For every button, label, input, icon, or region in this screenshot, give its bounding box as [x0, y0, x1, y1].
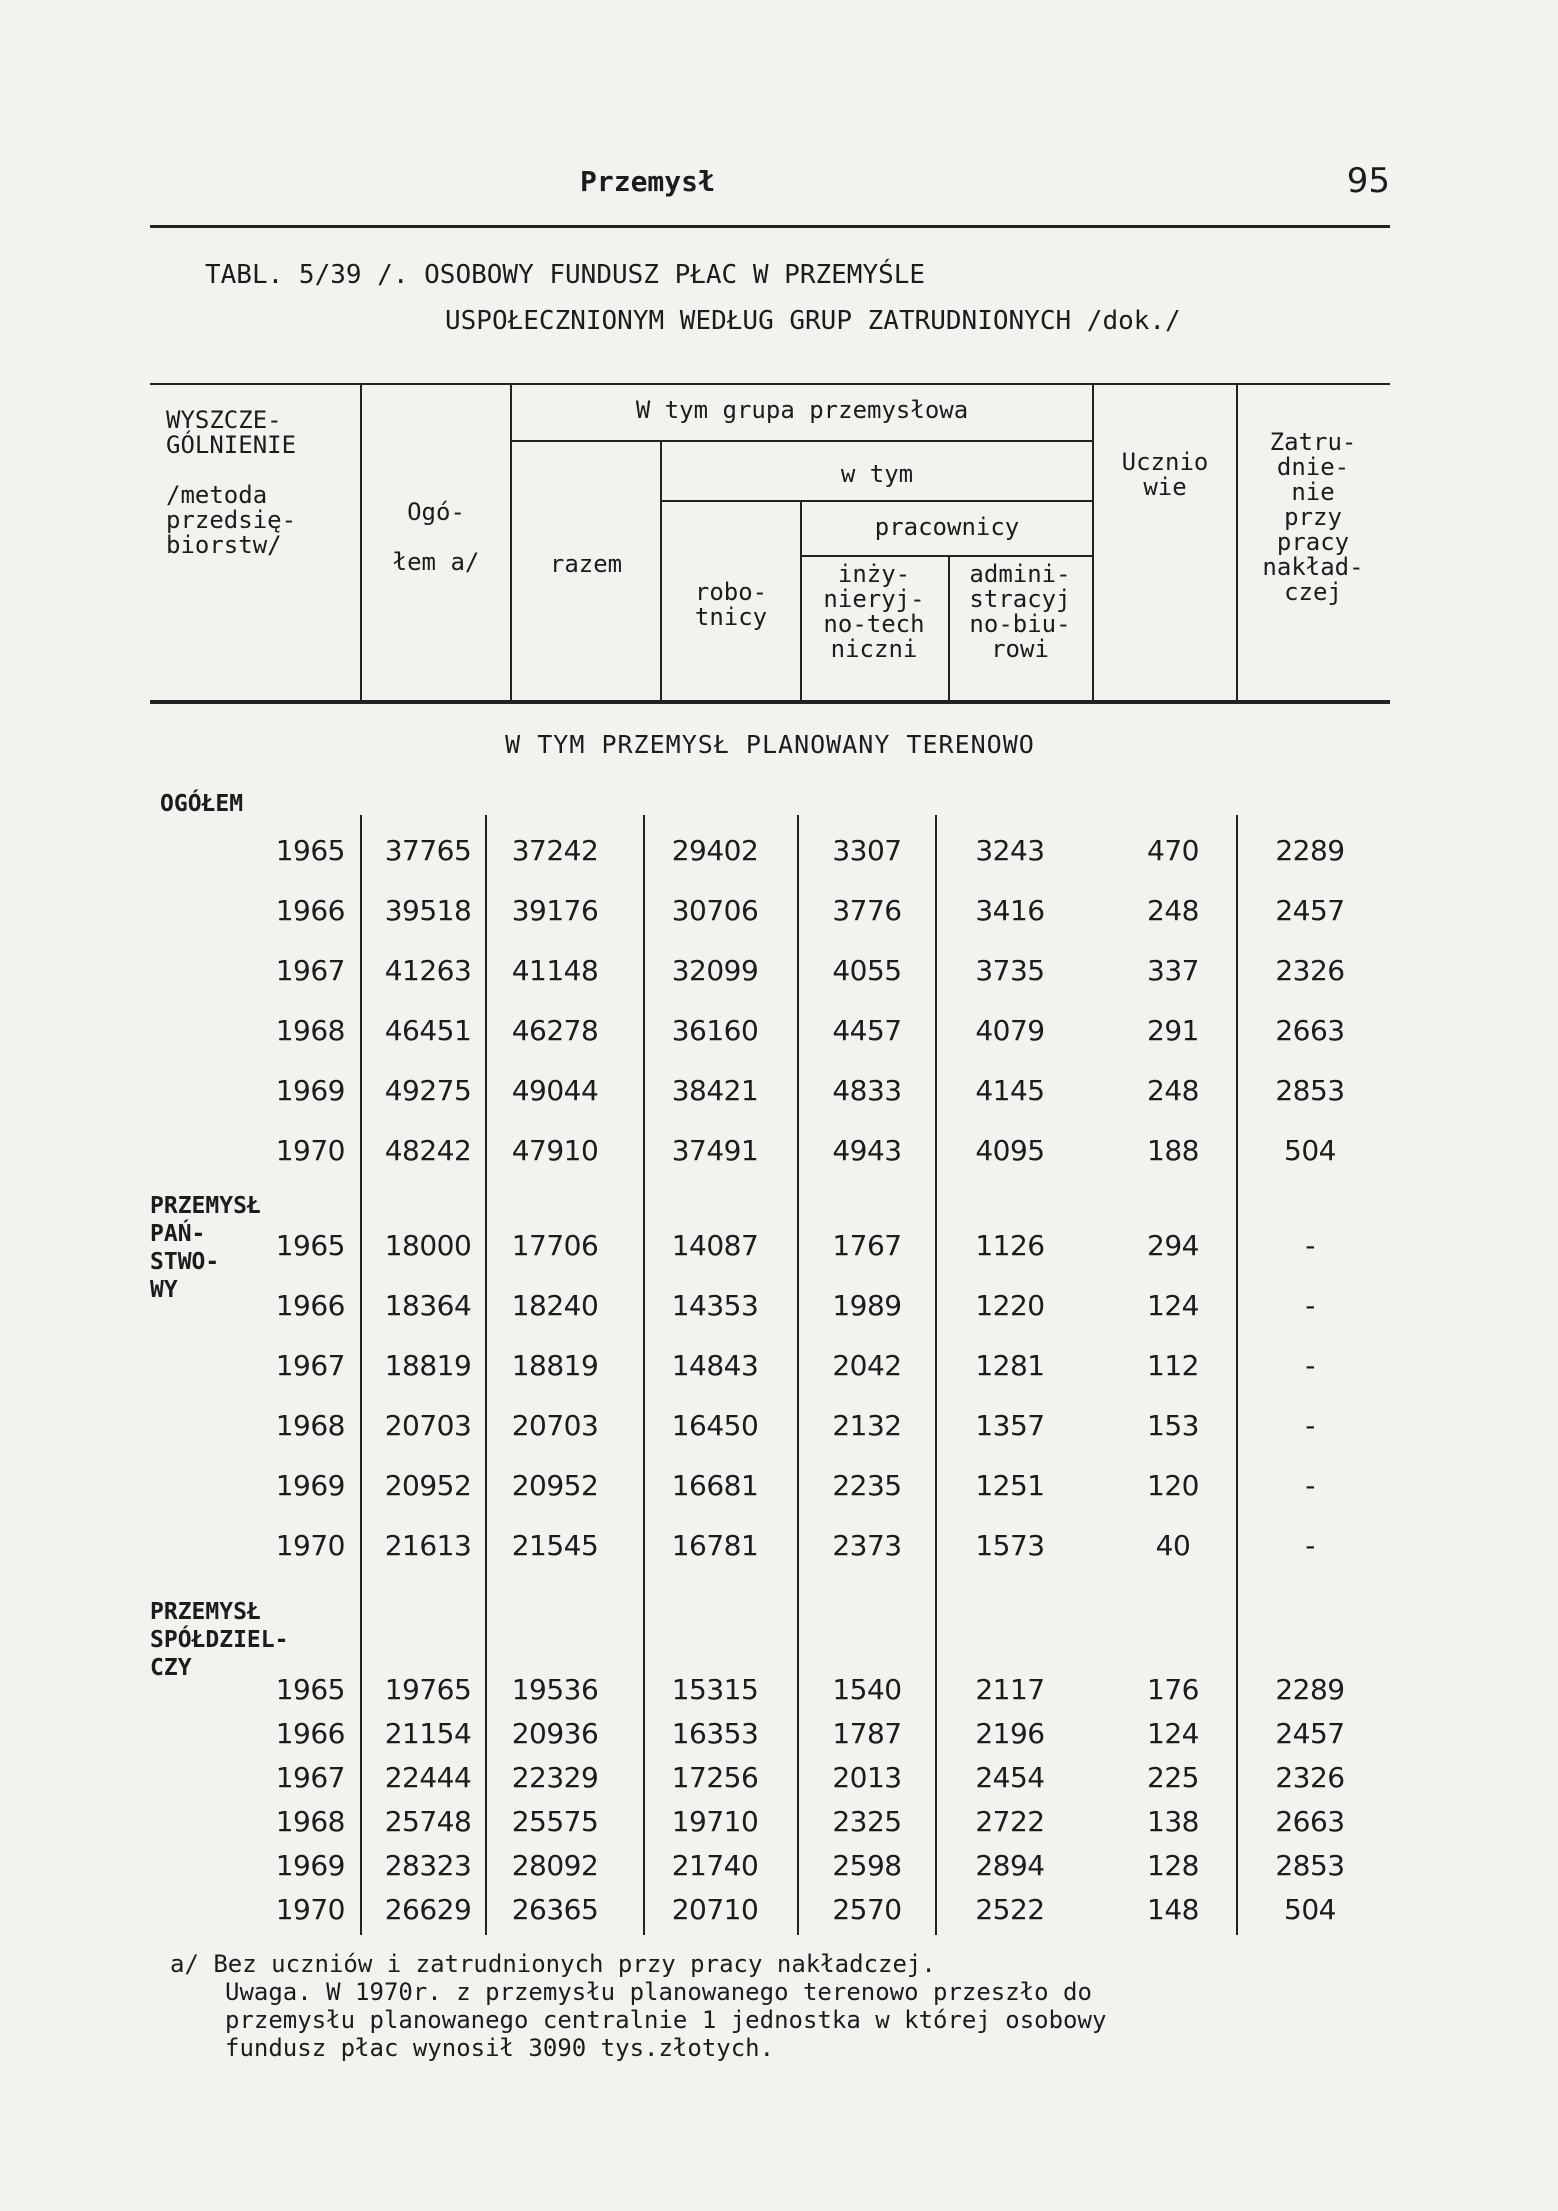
cell-uczniowie: 128 — [1147, 1849, 1199, 1882]
cell-zatrudnienie: - — [1305, 1529, 1315, 1562]
table-row — [0, 1529, 1558, 1569]
cell-inzynieryjno: 4457 — [832, 1014, 902, 1047]
cell-ogolem: 20703 — [384, 1409, 472, 1442]
cell-uczniowie: 112 — [1147, 1349, 1199, 1382]
group-label: PRZEMYSŁ PAŃ- STWO- WY — [150, 1193, 261, 1303]
cell-inzynieryjno: 4055 — [832, 954, 902, 987]
cell-razem: 18240 — [511, 1289, 599, 1322]
cell-robotnicy: 14353 — [671, 1289, 759, 1322]
cell-razem: 18819 — [511, 1349, 599, 1382]
cell-razem: 25575 — [511, 1805, 599, 1838]
cell-razem: 22329 — [511, 1761, 599, 1794]
cell-zatrudnienie: - — [1305, 1289, 1315, 1322]
cell-administracyjno: 2522 — [975, 1893, 1045, 1926]
header-inzynieryjno: inży- nieryj- no-tech niczni — [823, 560, 925, 663]
cell-year: 1968 — [275, 1409, 345, 1442]
footnote-uwaga: Uwaga. W 1970r. z przemysłu planowanego terenowo przeszło do przemysłu planowanego centralnie 1 jednostka w której osobowy fundusz płac wynosił 3090 tys.złotych. — [225, 1978, 1107, 2062]
cell-zatrudnienie: - — [1305, 1409, 1315, 1442]
cell-year: 1969 — [275, 1849, 345, 1882]
cell-inzynieryjno: 1787 — [832, 1717, 902, 1750]
cell-administracyjno: 1220 — [975, 1289, 1045, 1322]
cell-zatrudnienie: - — [1305, 1349, 1315, 1382]
cell-year: 1965 — [275, 1229, 345, 1262]
cell-inzynieryjno: 2325 — [832, 1805, 902, 1838]
cell-ogolem: 46451 — [384, 1014, 472, 1047]
header-divider — [510, 383, 512, 703]
cell-inzynieryjno: 2235 — [832, 1469, 902, 1502]
header-robotnicy: robo- tnicy — [694, 578, 768, 631]
cell-uczniowie: 294 — [1147, 1229, 1199, 1262]
cell-ogolem: 28323 — [384, 1849, 472, 1882]
cell-robotnicy: 14087 — [671, 1229, 759, 1262]
cell-robotnicy: 38421 — [671, 1074, 759, 1107]
running-title: Przemysł — [580, 165, 715, 198]
cell-robotnicy: 37491 — [671, 1134, 759, 1167]
cell-year: 1970 — [275, 1529, 345, 1562]
cell-zatrudnienie: 2326 — [1275, 1761, 1345, 1794]
header-subline — [800, 555, 1092, 557]
header-w-tym-grupa: W tym grupa przemysłowa — [635, 396, 969, 424]
header-zatrudnienie: Zatru- dnie- nie przy pracy nakład- czej — [1262, 428, 1364, 606]
cell-uczniowie: 138 — [1147, 1805, 1199, 1838]
cell-year: 1970 — [275, 1134, 345, 1167]
table-row — [0, 1469, 1558, 1509]
cell-uczniowie: 248 — [1147, 1074, 1199, 1107]
cell-year: 1965 — [275, 834, 345, 867]
running-head — [150, 161, 1390, 205]
header-rule-top — [150, 383, 1390, 385]
cell-inzynieryjno: 2042 — [832, 1349, 902, 1382]
cell-zatrudnienie: 2326 — [1275, 954, 1345, 987]
cell-year: 1967 — [275, 1761, 345, 1794]
cell-robotnicy: 16681 — [671, 1469, 759, 1502]
cell-ogolem: 39518 — [384, 894, 472, 927]
cell-razem: 17706 — [511, 1229, 599, 1262]
cell-inzynieryjno: 2598 — [832, 1849, 902, 1882]
cell-ogolem: 20952 — [384, 1469, 472, 1502]
cell-zatrudnienie: 2853 — [1275, 1074, 1345, 1107]
head-rule — [150, 225, 1390, 228]
cell-year: 1966 — [275, 894, 345, 927]
cell-inzynieryjno: 2013 — [832, 1761, 902, 1794]
table-row — [0, 1229, 1558, 1269]
cell-administracyjno: 1281 — [975, 1349, 1045, 1382]
cell-year: 1969 — [275, 1074, 345, 1107]
table-row — [0, 1289, 1558, 1329]
cell-administracyjno: 2894 — [975, 1849, 1045, 1882]
cell-zatrudnienie: 2663 — [1275, 1014, 1345, 1047]
cell-inzynieryjno: 3307 — [832, 834, 902, 867]
table-row — [0, 1717, 1558, 1757]
cell-administracyjno: 3416 — [975, 894, 1045, 927]
cell-zatrudnienie: 2457 — [1275, 894, 1345, 927]
cell-ogolem: 25748 — [384, 1805, 472, 1838]
cell-uczniowie: 188 — [1147, 1134, 1199, 1167]
table-row — [0, 1761, 1558, 1801]
table-row — [0, 1134, 1558, 1174]
cell-inzynieryjno: 4833 — [832, 1074, 902, 1107]
table-row — [0, 1673, 1558, 1713]
cell-razem: 26365 — [511, 1893, 599, 1926]
cell-zatrudnienie: 504 — [1284, 1134, 1336, 1167]
cell-robotnicy: 30706 — [671, 894, 759, 927]
cell-administracyjno: 2722 — [975, 1805, 1045, 1838]
cell-administracyjno: 2117 — [975, 1673, 1045, 1706]
cell-uczniowie: 40 — [1155, 1529, 1191, 1562]
cell-robotnicy: 17256 — [671, 1761, 759, 1794]
table-row — [0, 1349, 1558, 1389]
table-row — [0, 1849, 1558, 1889]
cell-ogolem: 18000 — [384, 1229, 472, 1262]
cell-robotnicy: 32099 — [671, 954, 759, 987]
cell-razem: 41148 — [511, 954, 599, 987]
table-row — [0, 1409, 1558, 1449]
cell-zatrudnienie: 2289 — [1275, 1673, 1345, 1706]
cell-ogolem: 49275 — [384, 1074, 472, 1107]
cell-administracyjno: 1251 — [975, 1469, 1045, 1502]
cell-uczniowie: 225 — [1147, 1761, 1199, 1794]
cell-razem: 28092 — [511, 1849, 599, 1882]
table-title-line2: USPOŁECZNIONYM WEDŁUG GRUP ZATRUDNIONYCH /dok./ — [445, 306, 1181, 336]
cell-year: 1970 — [275, 1893, 345, 1926]
cell-uczniowie: 153 — [1147, 1409, 1199, 1442]
cell-inzynieryjno: 2570 — [832, 1893, 902, 1926]
cell-ogolem: 19765 — [384, 1673, 472, 1706]
cell-ogolem: 21613 — [384, 1529, 472, 1562]
cell-zatrudnienie: - — [1305, 1469, 1315, 1502]
cell-administracyjno: 1357 — [975, 1409, 1045, 1442]
header-administracyjno: admini- stracyj no-biu- rowi — [969, 560, 1071, 663]
section-band: W TYM PRZEMYSŁ PLANOWANY TERENOWO — [505, 730, 1035, 759]
cell-uczniowie: 120 — [1147, 1469, 1199, 1502]
cell-ogolem: 18364 — [384, 1289, 472, 1322]
cell-uczniowie: 124 — [1147, 1717, 1199, 1750]
cell-inzynieryjno: 2132 — [832, 1409, 902, 1442]
cell-ogolem: 41263 — [384, 954, 472, 987]
header-subline — [660, 500, 1092, 502]
header-divider — [1092, 383, 1094, 703]
cell-year: 1968 — [275, 1805, 345, 1838]
cell-inzynieryjno: 1989 — [832, 1289, 902, 1322]
table-row — [0, 1893, 1558, 1933]
cell-razem: 19536 — [511, 1673, 599, 1706]
cell-zatrudnienie: 2457 — [1275, 1717, 1345, 1750]
footnote-a: a/ Bez uczniów i zatrudnionych przy pracy nakładczej. — [170, 1950, 936, 1978]
cell-zatrudnienie: 2853 — [1275, 1849, 1345, 1882]
cell-robotnicy: 20710 — [671, 1893, 759, 1926]
group-label: PRZEMYSŁ SPÓŁDZIEL- CZY — [150, 1599, 289, 1681]
group-label: OGÓŁEM — [160, 791, 244, 817]
cell-administracyjno: 2196 — [975, 1717, 1045, 1750]
cell-year: 1966 — [275, 1289, 345, 1322]
cell-uczniowie: 291 — [1147, 1014, 1199, 1047]
table-row — [0, 1014, 1558, 1054]
cell-robotnicy: 21740 — [671, 1849, 759, 1882]
cell-razem: 20703 — [511, 1409, 599, 1442]
header-wyszczegolnienie: WYSZCZE- GÓLNIENIE /metoda przedsię- biorstw/ — [166, 406, 297, 559]
cell-inzynieryjno: 1540 — [832, 1673, 902, 1706]
page-number: 95 — [1346, 161, 1390, 201]
cell-zatrudnienie: - — [1305, 1229, 1315, 1262]
cell-administracyjno: 4095 — [975, 1134, 1045, 1167]
cell-ogolem: 22444 — [384, 1761, 472, 1794]
cell-uczniowie: 124 — [1147, 1289, 1199, 1322]
header-w-tym: w tym — [840, 460, 914, 488]
table-row — [0, 834, 1558, 874]
cell-inzynieryjno: 2373 — [832, 1529, 902, 1562]
header-ogolem: Ogó- łem a/ — [392, 498, 480, 576]
cell-administracyjno: 1573 — [975, 1529, 1045, 1562]
cell-ogolem: 48242 — [384, 1134, 472, 1167]
cell-year: 1969 — [275, 1469, 345, 1502]
cell-razem: 46278 — [511, 1014, 599, 1047]
cell-razem: 20936 — [511, 1717, 599, 1750]
cell-administracyjno: 4145 — [975, 1074, 1045, 1107]
cell-year: 1967 — [275, 1349, 345, 1382]
cell-robotnicy: 16781 — [671, 1529, 759, 1562]
header-razem: razem — [549, 550, 623, 578]
table-title-line1: TABL. 5/39 /. OSOBOWY FUNDUSZ PŁAC W PRZEMYŚLE — [205, 260, 926, 290]
cell-robotnicy: 14843 — [671, 1349, 759, 1382]
cell-robotnicy: 15315 — [671, 1673, 759, 1706]
cell-razem: 47910 — [511, 1134, 599, 1167]
cell-zatrudnienie: 2289 — [1275, 834, 1345, 867]
cell-year: 1967 — [275, 954, 345, 987]
table-row — [0, 1805, 1558, 1845]
cell-robotnicy: 16450 — [671, 1409, 759, 1442]
cell-razem: 20952 — [511, 1469, 599, 1502]
table-row — [0, 894, 1558, 934]
cell-ogolem: 26629 — [384, 1893, 472, 1926]
cell-zatrudnienie: 2663 — [1275, 1805, 1345, 1838]
cell-year: 1966 — [275, 1717, 345, 1750]
cell-uczniowie: 470 — [1147, 834, 1199, 867]
cell-zatrudnienie: 504 — [1284, 1893, 1336, 1926]
cell-robotnicy: 29402 — [671, 834, 759, 867]
cell-robotnicy: 19710 — [671, 1805, 759, 1838]
cell-inzynieryjno: 3776 — [832, 894, 902, 927]
cell-robotnicy: 36160 — [671, 1014, 759, 1047]
cell-year: 1965 — [275, 1673, 345, 1706]
header-subline — [510, 440, 1092, 442]
cell-ogolem: 37765 — [384, 834, 472, 867]
cell-year: 1968 — [275, 1014, 345, 1047]
cell-inzynieryjno: 4943 — [832, 1134, 902, 1167]
cell-razem: 21545 — [511, 1529, 599, 1562]
header-rule-bottom — [150, 700, 1390, 704]
cell-uczniowie: 148 — [1147, 1893, 1199, 1926]
cell-razem: 49044 — [511, 1074, 599, 1107]
table-title — [205, 252, 1355, 344]
cell-administracyjno: 1126 — [975, 1229, 1045, 1262]
cell-razem: 39176 — [511, 894, 599, 927]
cell-uczniowie: 337 — [1147, 954, 1199, 987]
cell-administracyjno: 2454 — [975, 1761, 1045, 1794]
header-pracownicy: pracownicy — [874, 513, 1020, 541]
header-uczniowie: Ucznio wie — [1121, 448, 1209, 501]
cell-razem: 37242 — [511, 834, 599, 867]
table-row — [0, 1074, 1558, 1114]
cell-ogolem: 21154 — [384, 1717, 472, 1750]
cell-administracyjno: 3243 — [975, 834, 1045, 867]
cell-administracyjno: 3735 — [975, 954, 1045, 987]
cell-robotnicy: 16353 — [671, 1717, 759, 1750]
cell-inzynieryjno: 1767 — [832, 1229, 902, 1262]
cell-uczniowie: 176 — [1147, 1673, 1199, 1706]
cell-administracyjno: 4079 — [975, 1014, 1045, 1047]
table-row — [0, 954, 1558, 994]
cell-ogolem: 18819 — [384, 1349, 472, 1382]
footnotes — [170, 1950, 1400, 2062]
cell-uczniowie: 248 — [1147, 894, 1199, 927]
